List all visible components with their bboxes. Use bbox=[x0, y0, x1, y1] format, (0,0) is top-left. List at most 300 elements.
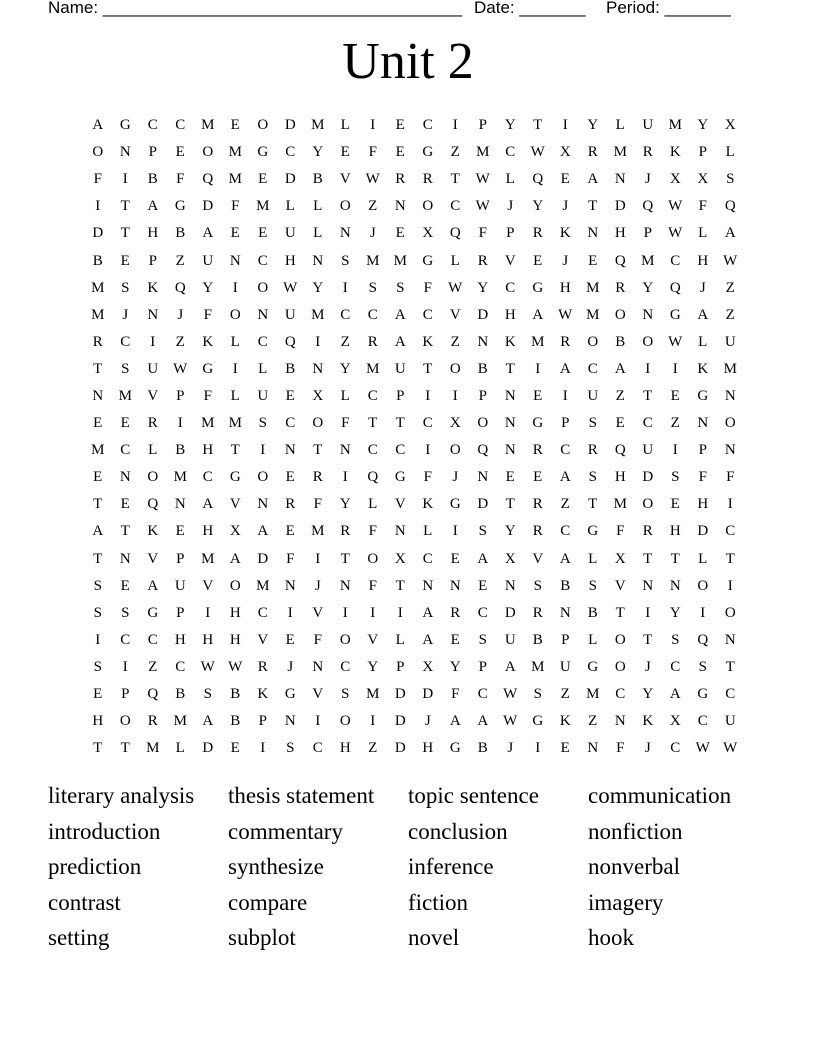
grid-letter: L bbox=[698, 333, 708, 350]
grid-letter: P bbox=[561, 415, 570, 432]
grid-letter: M bbox=[311, 523, 325, 540]
grid-letter: N bbox=[394, 198, 406, 215]
grid-letter: A bbox=[449, 713, 461, 730]
grid-letter: Q bbox=[642, 198, 654, 215]
grid-letter: I bbox=[122, 658, 128, 675]
grid-letter: N bbox=[642, 306, 654, 323]
grid-letter: H bbox=[339, 740, 351, 757]
word-list-item: subplot bbox=[228, 925, 296, 951]
grid-letter: M bbox=[146, 740, 160, 757]
grid-letter: X bbox=[559, 144, 571, 161]
grid-letter: H bbox=[229, 631, 241, 648]
grid-letter: P bbox=[643, 225, 652, 242]
grid-letter: G bbox=[587, 658, 599, 675]
grid-letter: L bbox=[175, 740, 185, 757]
grid-letter: N bbox=[504, 577, 516, 594]
grid-letter: M bbox=[366, 252, 380, 269]
grid-letter: I bbox=[452, 523, 458, 540]
grid-letter: T bbox=[643, 550, 653, 567]
grid-letter: K bbox=[422, 496, 434, 513]
grid-letter: K bbox=[422, 333, 434, 350]
grid-letter: I bbox=[700, 604, 706, 621]
grid-letter: O bbox=[339, 631, 351, 648]
word-list-item: nonfiction bbox=[588, 818, 683, 844]
grid-row bbox=[84, 681, 744, 708]
grid-letter: I bbox=[260, 442, 266, 459]
grid-letter: A bbox=[394, 306, 406, 323]
grid-letter: N bbox=[312, 360, 324, 377]
grid-letter: E bbox=[395, 225, 405, 242]
grid-letter: M bbox=[228, 415, 242, 432]
grid-letter: L bbox=[423, 523, 433, 540]
grid-letter: C bbox=[285, 415, 296, 432]
grid-letter: W bbox=[228, 658, 243, 675]
grid-letter: V bbox=[147, 387, 159, 404]
grid-letter: Z bbox=[368, 740, 378, 757]
grid-letter: O bbox=[724, 415, 736, 432]
grid-letter: M bbox=[393, 252, 407, 269]
grid-letter: I bbox=[122, 171, 128, 188]
grid-letter: F bbox=[203, 306, 212, 323]
grid-letter: W bbox=[365, 171, 380, 188]
grid-letter: K bbox=[147, 523, 159, 540]
grid-letter: A bbox=[92, 523, 104, 540]
grid-letter: S bbox=[121, 279, 130, 296]
grid-letter: C bbox=[422, 415, 433, 432]
grid-letter: Z bbox=[368, 198, 378, 215]
grid-letter: N bbox=[312, 252, 324, 269]
grid-letter: Q bbox=[449, 225, 461, 242]
grid-letter: N bbox=[284, 577, 296, 594]
grid-letter: O bbox=[477, 415, 489, 432]
grid-letter: B bbox=[477, 360, 488, 377]
grid-letter: U bbox=[724, 713, 736, 730]
grid-letter: J bbox=[452, 469, 459, 486]
grid-letter: C bbox=[422, 117, 433, 134]
grid-letter: O bbox=[642, 496, 654, 513]
grid-letter: W bbox=[448, 279, 463, 296]
grid-letter: L bbox=[450, 252, 460, 269]
grid-letter: M bbox=[668, 117, 682, 134]
grid-letter: F bbox=[368, 523, 377, 540]
grid-letter: I bbox=[425, 442, 431, 459]
grid-letter: L bbox=[395, 631, 405, 648]
grid-row bbox=[84, 437, 744, 464]
grid-letter: Y bbox=[587, 117, 599, 134]
grid-letter: E bbox=[395, 144, 405, 161]
grid-letter: J bbox=[562, 252, 569, 269]
word-list-item: nonverbal bbox=[588, 854, 680, 880]
grid-letter: V bbox=[504, 252, 516, 269]
grid-letter: G bbox=[422, 144, 434, 161]
grid-letter: G bbox=[532, 279, 544, 296]
grid-letter: N bbox=[339, 577, 351, 594]
grid-letter: W bbox=[723, 740, 738, 757]
grid-letter: F bbox=[698, 469, 707, 486]
grid-letter: Q bbox=[532, 171, 544, 188]
grid-letter: L bbox=[615, 117, 625, 134]
grid-letter: M bbox=[118, 387, 132, 404]
grid-letter: L bbox=[313, 225, 323, 242]
grid-letter: E bbox=[230, 740, 240, 757]
grid-letter: I bbox=[315, 333, 321, 350]
grid-letter: X bbox=[504, 550, 516, 567]
grid-letter: I bbox=[727, 496, 733, 513]
grid-letter: A bbox=[202, 225, 214, 242]
grid-letter: T bbox=[395, 577, 405, 594]
grid-letter: J bbox=[424, 713, 431, 730]
word-list-item: conclusion bbox=[408, 818, 508, 844]
word-list-item: literary analysis bbox=[48, 783, 195, 808]
grid-letter: X bbox=[614, 550, 626, 567]
grid-letter: O bbox=[724, 604, 736, 621]
grid-letter: L bbox=[505, 171, 515, 188]
grid-letter: L bbox=[698, 225, 708, 242]
grid-letter: W bbox=[558, 306, 573, 323]
grid-letter: H bbox=[202, 523, 214, 540]
grid-letter: A bbox=[422, 631, 434, 648]
grid-letter: N bbox=[669, 577, 681, 594]
grid-letter: Y bbox=[697, 117, 709, 134]
grid-letter: H bbox=[92, 713, 104, 730]
grid-letter: P bbox=[478, 658, 487, 675]
word-list-item: compare bbox=[228, 889, 308, 915]
grid-letter: R bbox=[147, 713, 158, 730]
grid-letter: N bbox=[284, 442, 296, 459]
grid-letter: G bbox=[587, 523, 599, 540]
grid-letter: I bbox=[535, 360, 541, 377]
grid-letter: F bbox=[368, 144, 377, 161]
grid-letter: Y bbox=[642, 686, 654, 703]
grid-letter: V bbox=[202, 577, 214, 594]
grid-letter: T bbox=[120, 198, 130, 215]
grid-letter: H bbox=[174, 631, 186, 648]
grid-letter: P bbox=[148, 252, 157, 269]
grid-letter: C bbox=[560, 523, 571, 540]
grid-letter: D bbox=[394, 686, 406, 703]
grid-letter: E bbox=[285, 387, 295, 404]
grid-letter: M bbox=[311, 117, 325, 134]
grid-letter: B bbox=[230, 686, 241, 703]
grid-letter: F bbox=[616, 523, 625, 540]
grid-letter: O bbox=[449, 360, 461, 377]
grid-row bbox=[84, 329, 744, 356]
grid-letter: M bbox=[613, 496, 627, 513]
grid-letter: T bbox=[120, 740, 130, 757]
grid-letter: J bbox=[644, 740, 651, 757]
grid-letter: D bbox=[477, 496, 489, 513]
grid-letter: U bbox=[642, 442, 654, 459]
grid-letter: S bbox=[533, 577, 542, 594]
grid-letter: D bbox=[422, 686, 434, 703]
grid-letter: E bbox=[175, 523, 185, 540]
grid-letter: O bbox=[229, 577, 241, 594]
grid-letter: E bbox=[560, 740, 570, 757]
grid-letter: E bbox=[285, 469, 295, 486]
grid-letter: O bbox=[642, 333, 654, 350]
grid-letter: M bbox=[91, 306, 105, 323]
grid-letter: W bbox=[503, 686, 518, 703]
grid-letter: X bbox=[422, 658, 434, 675]
grid-letter: K bbox=[257, 686, 269, 703]
grid-letter: M bbox=[586, 686, 600, 703]
grid-letter: R bbox=[395, 171, 406, 188]
grid-letter: C bbox=[450, 198, 461, 215]
grid-letter: T bbox=[93, 550, 103, 567]
grid-letter: B bbox=[532, 631, 543, 648]
grid-letter: U bbox=[147, 360, 159, 377]
grid-letter: L bbox=[340, 387, 350, 404]
grid-letter: S bbox=[121, 604, 130, 621]
grid-letter: P bbox=[396, 387, 405, 404]
grid-letter: C bbox=[120, 631, 131, 648]
grid-letter: G bbox=[697, 387, 709, 404]
grid-letter: T bbox=[643, 631, 653, 648]
grid-letter: S bbox=[368, 279, 377, 296]
grid-letter: M bbox=[311, 306, 325, 323]
grid-letter: J bbox=[122, 306, 129, 323]
grid-letter: N bbox=[92, 387, 104, 404]
grid-letter: R bbox=[92, 333, 103, 350]
grid-letter: H bbox=[422, 740, 434, 757]
grid-letter: B bbox=[477, 740, 488, 757]
grid-letter: S bbox=[341, 252, 350, 269]
grid-letter: C bbox=[395, 442, 406, 459]
grid-letter: D bbox=[642, 469, 654, 486]
word-list-item: synthesize bbox=[228, 854, 324, 880]
grid-letter: I bbox=[95, 198, 101, 215]
grid-letter: P bbox=[506, 225, 515, 242]
grid-letter: R bbox=[560, 333, 571, 350]
grid-letter: R bbox=[532, 523, 543, 540]
grid-letter: I bbox=[232, 279, 238, 296]
grid-letter: G bbox=[257, 144, 269, 161]
grid-letter: W bbox=[668, 225, 683, 242]
grid-letter: R bbox=[367, 333, 378, 350]
grid-letter: Y bbox=[449, 658, 461, 675]
grid-letter: N bbox=[477, 469, 489, 486]
grid-letter: E bbox=[175, 144, 185, 161]
grid-letter: K bbox=[559, 225, 571, 242]
grid-letter: P bbox=[258, 713, 267, 730]
grid-letter: S bbox=[588, 415, 597, 432]
grid-letter: J bbox=[177, 306, 184, 323]
grid-letter: H bbox=[559, 279, 571, 296]
grid-letter: N bbox=[587, 740, 599, 757]
grid-letter: O bbox=[92, 144, 104, 161]
grid-letter: T bbox=[395, 415, 405, 432]
grid-letter: L bbox=[148, 442, 158, 459]
grid-letter: C bbox=[120, 333, 131, 350]
grid-letter: A bbox=[202, 713, 214, 730]
grid-letter: T bbox=[670, 550, 680, 567]
grid-letter: J bbox=[644, 171, 651, 188]
grid-letter: W bbox=[173, 360, 188, 377]
grid-letter: C bbox=[697, 713, 708, 730]
grid-letter: L bbox=[340, 117, 350, 134]
grid-row bbox=[84, 139, 744, 166]
grid-letter: Q bbox=[284, 333, 296, 350]
grid-letter: S bbox=[588, 577, 597, 594]
grid-letter: L bbox=[368, 496, 378, 513]
grid-letter: D bbox=[504, 604, 516, 621]
grid-letter: U bbox=[724, 333, 736, 350]
grid-letter: Z bbox=[560, 496, 570, 513]
grid-letter: O bbox=[312, 415, 324, 432]
grid-letter: V bbox=[449, 306, 461, 323]
grid-letter: M bbox=[256, 198, 270, 215]
grid-letter: E bbox=[670, 496, 680, 513]
grid-letter: P bbox=[478, 387, 487, 404]
grid-letter: C bbox=[312, 740, 323, 757]
grid-letter: P bbox=[121, 686, 130, 703]
grid-letter: A bbox=[532, 306, 544, 323]
grid-letter: M bbox=[91, 442, 105, 459]
grid-letter: X bbox=[669, 171, 681, 188]
grid-letter: A bbox=[147, 577, 159, 594]
grid-letter: E bbox=[258, 171, 268, 188]
grid-letter: C bbox=[340, 306, 351, 323]
grid-letter: E bbox=[93, 469, 103, 486]
grid-letter: N bbox=[339, 442, 351, 459]
grid-letter: T bbox=[588, 496, 598, 513]
grid-letter: Y bbox=[642, 279, 654, 296]
grid-letter: O bbox=[339, 198, 351, 215]
grid-letter: N bbox=[229, 252, 241, 269]
grid-letter: U bbox=[202, 252, 214, 269]
grid-letter: P bbox=[698, 144, 707, 161]
grid-letter: C bbox=[505, 144, 516, 161]
grid-letter: A bbox=[477, 550, 489, 567]
grid-letter: M bbox=[228, 171, 242, 188]
grid-letter: L bbox=[588, 631, 598, 648]
grid-letter: N bbox=[174, 496, 186, 513]
grid-letter: O bbox=[449, 442, 461, 459]
grid-letter: R bbox=[532, 496, 543, 513]
grid-letter: F bbox=[341, 415, 350, 432]
grid-letter: X bbox=[312, 387, 324, 404]
grid-letter: I bbox=[150, 333, 156, 350]
grid-letter: R bbox=[450, 604, 461, 621]
grid-letter: I bbox=[315, 713, 321, 730]
grid-row bbox=[84, 383, 744, 410]
grid-letter: I bbox=[205, 604, 211, 621]
grid-letter: U bbox=[587, 387, 599, 404]
grid-letter: S bbox=[286, 740, 295, 757]
grid-letter: E bbox=[120, 252, 130, 269]
grid-letter: O bbox=[257, 279, 269, 296]
grid-letter: C bbox=[505, 279, 516, 296]
grid-letter: Y bbox=[339, 496, 351, 513]
grid-letter: J bbox=[314, 577, 321, 594]
grid-letter: C bbox=[670, 252, 681, 269]
grid-letter: C bbox=[285, 144, 296, 161]
grid-row bbox=[84, 193, 744, 220]
grid-letter: N bbox=[394, 523, 406, 540]
grid-letter: Z bbox=[450, 144, 460, 161]
grid-letter: G bbox=[669, 306, 681, 323]
grid-letter: X bbox=[669, 713, 681, 730]
grid-letter: L bbox=[698, 550, 708, 567]
grid-letter: R bbox=[587, 144, 598, 161]
grid-letter: S bbox=[478, 523, 487, 540]
grid-letter: F bbox=[423, 469, 432, 486]
grid-letter: A bbox=[669, 686, 681, 703]
grid-letter: H bbox=[202, 631, 214, 648]
grid-letter: P bbox=[396, 658, 405, 675]
grid-letter: I bbox=[425, 387, 431, 404]
grid-letter: B bbox=[175, 686, 186, 703]
grid-row bbox=[84, 600, 744, 627]
grid-row bbox=[84, 275, 744, 302]
grid-letter: F bbox=[698, 198, 707, 215]
grid-letter: F bbox=[176, 171, 185, 188]
grid-letter: H bbox=[614, 469, 626, 486]
grid-letter: P bbox=[148, 144, 157, 161]
word-list bbox=[48, 780, 788, 958]
grid-letter: L bbox=[725, 144, 735, 161]
grid-letter: A bbox=[257, 523, 269, 540]
grid-letter: N bbox=[724, 631, 736, 648]
grid-letter: I bbox=[95, 631, 101, 648]
grid-letter: C bbox=[615, 686, 626, 703]
grid-letter: X bbox=[394, 550, 406, 567]
grid-letter: O bbox=[339, 713, 351, 730]
grid-letter: M bbox=[531, 333, 545, 350]
grid-letter: B bbox=[92, 252, 103, 269]
grid-letter: W bbox=[475, 171, 490, 188]
grid-letter: Z bbox=[560, 686, 570, 703]
grid-letter: L bbox=[230, 333, 240, 350]
grid-letter: N bbox=[614, 171, 626, 188]
grid-letter: B bbox=[285, 360, 296, 377]
grid-letter: I bbox=[727, 577, 733, 594]
grid-letter: S bbox=[203, 686, 212, 703]
grid-letter: L bbox=[313, 198, 323, 215]
grid-letter: E bbox=[588, 252, 598, 269]
grid-row bbox=[84, 166, 744, 193]
grid-letter: I bbox=[452, 387, 458, 404]
grid-letter: C bbox=[422, 550, 433, 567]
grid-letter: T bbox=[505, 496, 515, 513]
grid-letter: Q bbox=[614, 442, 626, 459]
word-list-item: setting bbox=[48, 925, 110, 951]
grid-letter: D bbox=[284, 117, 296, 134]
grid-letter: G bbox=[422, 252, 434, 269]
word-list-item: novel bbox=[408, 925, 460, 951]
grid-letter: X bbox=[697, 171, 709, 188]
grid-letter: J bbox=[562, 198, 569, 215]
grid-letter: I bbox=[645, 360, 651, 377]
grid-letter: Y bbox=[477, 279, 489, 296]
grid-letter: D bbox=[477, 306, 489, 323]
grid-letter: P bbox=[176, 387, 185, 404]
grid-letter: T bbox=[313, 442, 323, 459]
grid-letter: Z bbox=[725, 279, 735, 296]
grid-letter: B bbox=[615, 333, 626, 350]
grid-letter: N bbox=[697, 415, 709, 432]
grid-letter: A bbox=[92, 117, 104, 134]
grid-letter: H bbox=[229, 604, 241, 621]
grid-letter: T bbox=[450, 171, 460, 188]
grid-letter: S bbox=[93, 658, 102, 675]
word-list-item: inference bbox=[408, 854, 494, 880]
grid-letter: U bbox=[642, 117, 654, 134]
grid-letter: B bbox=[175, 442, 186, 459]
grid-letter: O bbox=[614, 631, 626, 648]
grid-letter: A bbox=[504, 658, 516, 675]
grid-letter: U bbox=[394, 360, 406, 377]
